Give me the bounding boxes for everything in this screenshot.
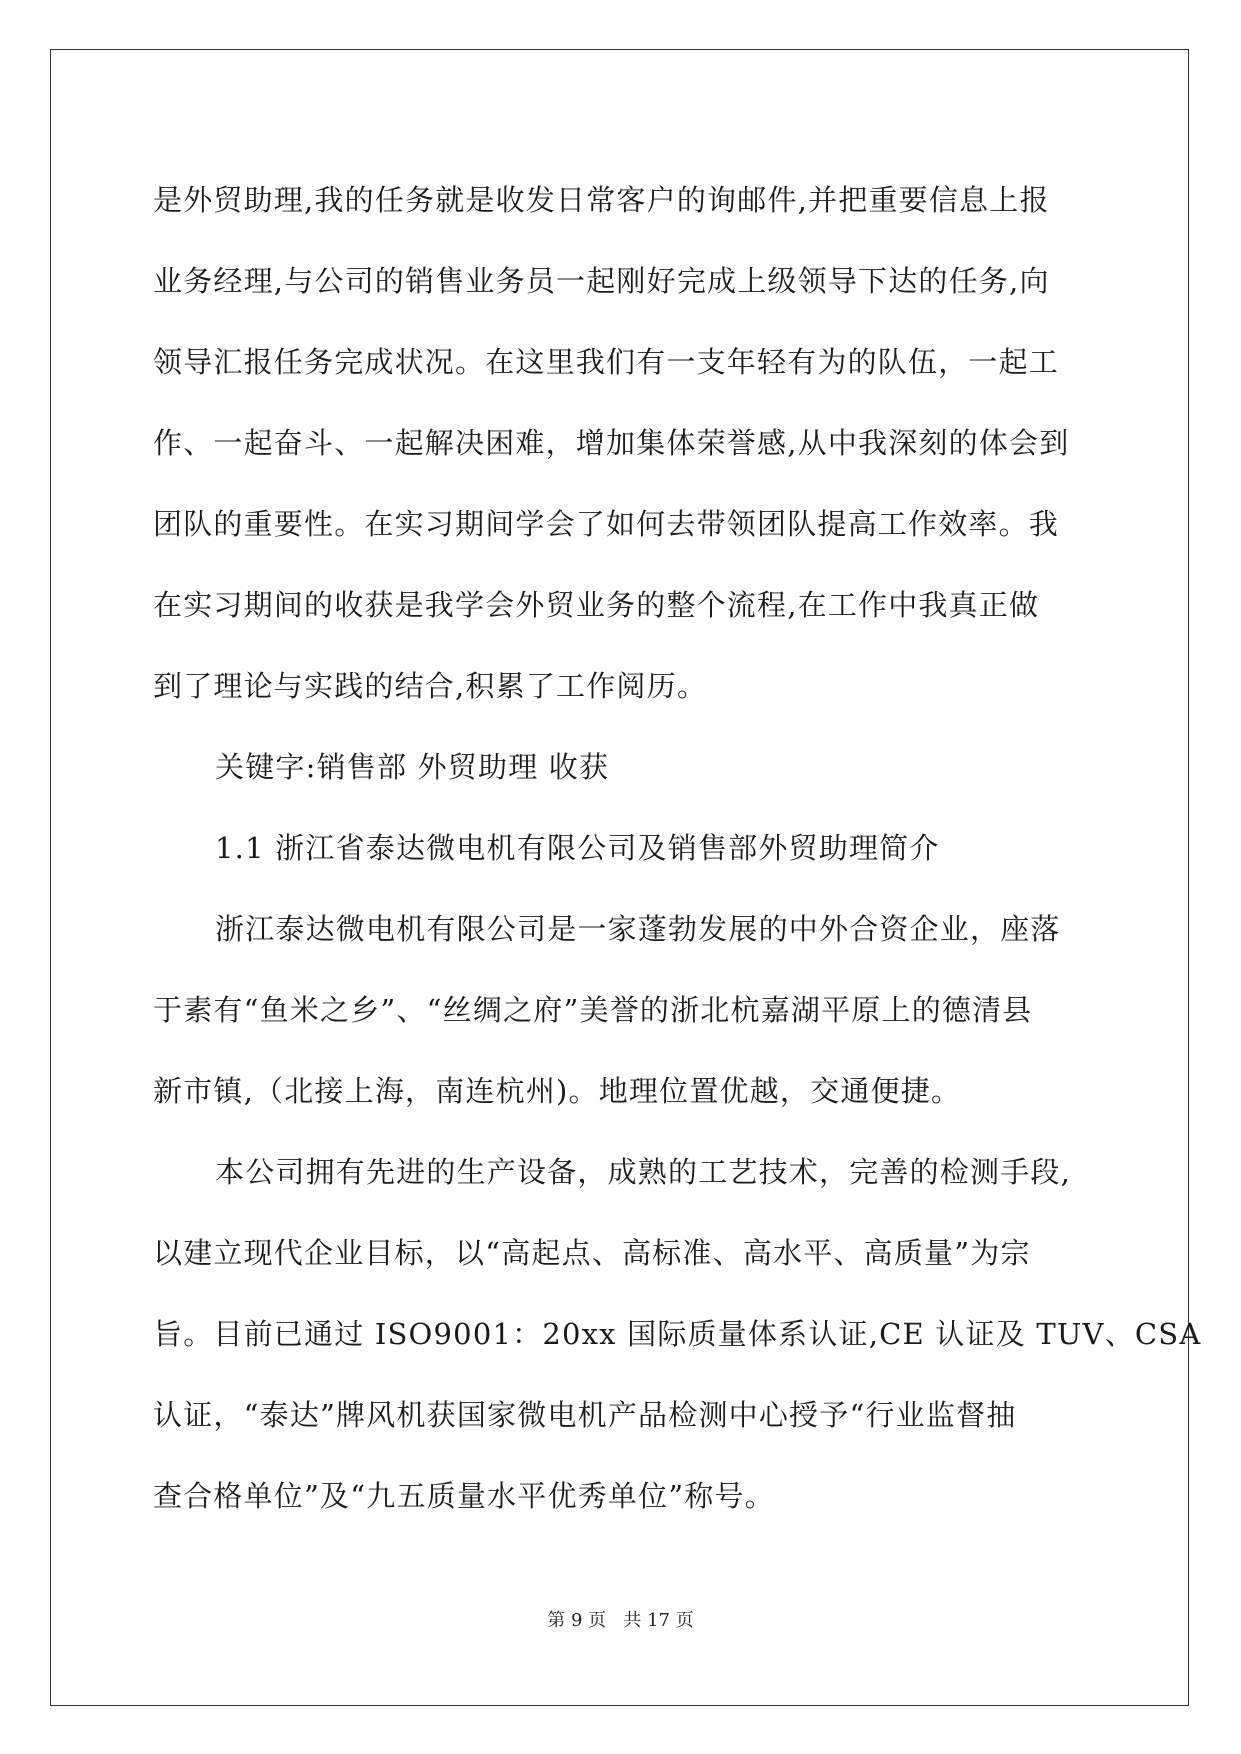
text-line: 认证，“泰达”牌风机获国家微电机产品检测中心授予“行业监督抽 xyxy=(153,1398,1017,1432)
page-number-footer: 第 9 页 共 17 页 xyxy=(547,1610,694,1631)
text-line: 是外贸助理,我的任务就是收发日常客户的询邮件,并把重要信息上报 xyxy=(153,183,1050,217)
text-line: 领导汇报任务完成状况。在这里我们有一支年轻有为的队伍，一起工 xyxy=(153,345,1060,379)
text-line: 浙江泰达微电机有限公司是一家蓬勃发展的中外合资企业，座落 xyxy=(215,912,1061,946)
text-line: 于素有“鱼米之乡”、“丝绸之府”美誉的浙北杭嘉湖平原上的德清县 xyxy=(153,993,1033,1027)
text-line: 团队的重要性。在实习期间学会了如何去带领团队提高工作效率。我 xyxy=(153,507,1060,541)
text-line: 在实习期间的收获是我学会外贸业务的整个流程,在工作中我真正做 xyxy=(153,588,1040,622)
document-body xyxy=(153,160,1202,1537)
text-line: 业务经理,与公司的销售业务员一起刚好完成上级领导下达的任务,向 xyxy=(153,264,1050,298)
text-line: 关键字:销售部 外贸助理 收获 xyxy=(215,750,610,784)
keywords-line xyxy=(153,727,1088,808)
text-line: 1.1 浙江省泰达微电机有限公司及销售部外贸助理简介 xyxy=(215,831,940,865)
text-line: 本公司拥有先进的生产设备，成熟的工艺技术，完善的检测手段, xyxy=(215,1155,1072,1189)
text-line: 查合格单位”及“九五质量水平优秀单位”称号。 xyxy=(153,1479,775,1513)
text-line: 到了理论与实践的结合,积累了工作阅历。 xyxy=(153,669,708,703)
text-line: 旨。目前已通过 ISO9001：20xx 国际质量体系认证,CE 认证及 TUV、CSA xyxy=(153,1317,1202,1351)
text-line: 以建立现代企业目标，以“高起点、高标准、高水平、高质量”为宗 xyxy=(153,1236,1031,1270)
text-line: 作、一起奋斗、一起解决困难，增加集体荣誉感,从中我深刻的体会到 xyxy=(153,426,1070,460)
company-intro-paragraph xyxy=(153,889,1088,1132)
summary-paragraph xyxy=(153,160,1088,727)
company-equipment-paragraph xyxy=(153,1132,1202,1537)
section-heading xyxy=(153,808,1088,889)
text-line: 新市镇,（北接上海，南连杭州)。地理位置优越，交通便捷。 xyxy=(153,1074,962,1108)
